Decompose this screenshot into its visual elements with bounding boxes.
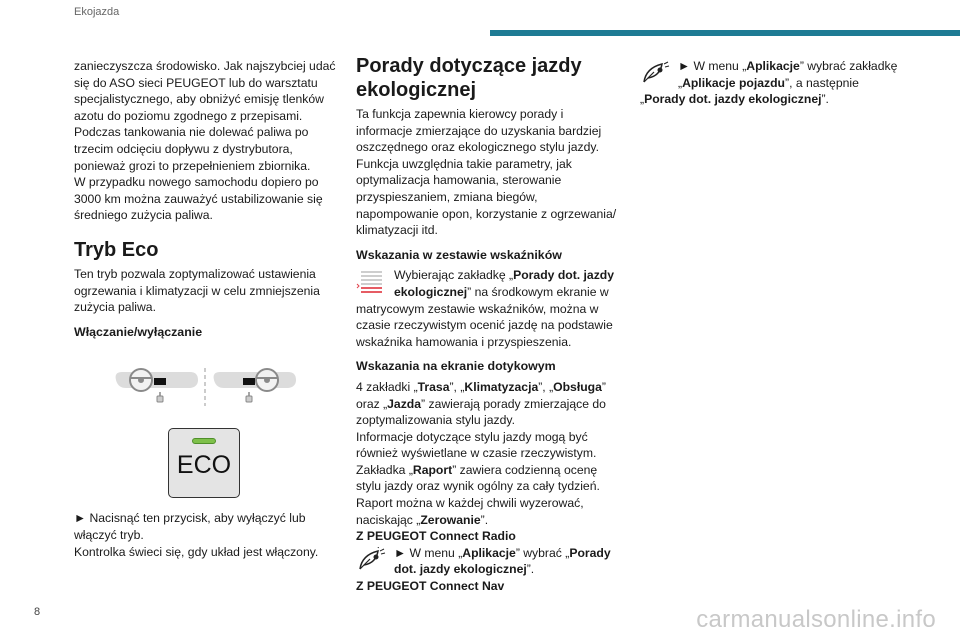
bold-span: Obsługa <box>553 379 602 394</box>
text-line: ogrzewania i klimatyzacji w celu zmniejszenia <box>74 283 320 298</box>
text-line: zanieczyszcza środowisko. Jak najszybciej udać <box>74 59 336 73</box>
touchscreen-paragraph <box>356 379 618 528</box>
text-span: ”. <box>526 562 535 577</box>
heading-line: Porady dotyczące jazdy <box>356 55 582 77</box>
column-3 <box>640 58 910 108</box>
text-line: oszczędnego oraz ekologicznego stylu jazdy. <box>356 140 599 155</box>
text-line: Informacje dotyczące stylu jazdy mogą być <box>356 429 588 444</box>
instrument-panel-heading: Wskazania w zestawie wskaźników <box>356 247 562 262</box>
eco-button-label: ECO <box>176 451 232 480</box>
text-span: „ <box>678 75 683 90</box>
text-span: Zakładka „ <box>356 462 413 477</box>
text-line: włączyć tryb. <box>74 527 144 542</box>
cluster-menu-icon <box>356 269 386 302</box>
text-line: zoptymalizowania stylu jazdy. <box>356 413 515 428</box>
text-line: napompowanie opon, korzystanie z ogrzewania/ <box>356 206 617 221</box>
eco-driving-description <box>356 106 618 239</box>
bold-span: Porady dot. jazdy <box>513 268 615 283</box>
radio-instruction <box>356 545 618 578</box>
text-line: średniego zużycia paliwa. <box>74 208 213 223</box>
bold-span: Aplikacje pojazdu <box>682 75 786 90</box>
bold-span: Aplikacje <box>746 59 800 73</box>
text-line: zużycia paliwa. <box>74 300 156 315</box>
column-2 <box>356 54 618 595</box>
eco-mode-heading: Tryb Eco <box>74 238 159 261</box>
text-line: matrycowym zestawie wskaźników, można w <box>356 301 599 316</box>
text-line: wskaźnika hamowania i przyspieszenia. <box>356 334 572 349</box>
text-line: się do ASO sieci PEUGEOT lub do warsztatu <box>74 75 318 90</box>
on-off-heading: Włączanie/wyłączanie <box>74 324 203 339</box>
touchscreen-heading: Wskazania na ekranie dotykowym <box>356 359 556 374</box>
text-span: ”, a następnie <box>785 75 859 90</box>
text-span: ”, „ <box>538 379 554 394</box>
radio-heading: Z PEUGEOT Connect Radio <box>356 529 516 544</box>
text-line: ponieważ grozi to przepełnieniem zbiornika. <box>74 158 311 173</box>
heading-line: ekologicznej <box>356 79 477 101</box>
bold-span: Aplikacje <box>462 545 516 560</box>
eco-driving-heading <box>356 54 618 102</box>
bold-span: Klimatyzacja <box>464 379 539 394</box>
text-span: naciskając „ <box>356 512 421 527</box>
text-line: 3000 km można zauważyć ustabilizowanie się <box>74 191 323 206</box>
text-span: oraz „ <box>356 396 388 411</box>
text-line: Funkcja uwzględnia takie parametry, jak <box>356 156 572 171</box>
text-line: optymalizacja hamowania, sterowanie <box>356 173 562 188</box>
text-line: informacje zmierzające do uzyskania bardziej <box>356 123 602 138</box>
page-number: 8 <box>34 606 41 618</box>
text-span: ” zawierają porady zmierzające do <box>421 396 606 411</box>
eco-mode-description <box>74 266 336 316</box>
bold-span: Jazda <box>387 396 422 411</box>
text-span: ► W menu „ <box>678 59 747 73</box>
header-accent-bar <box>490 30 960 36</box>
instrument-panel-note-cont <box>356 301 618 351</box>
eco-indicator-led <box>192 438 216 444</box>
instrument-panel-note <box>356 267 618 300</box>
text-line: klimatyzacji itd. <box>356 223 438 238</box>
text-line: przyspieszaniem, zmiana biegów, <box>356 189 538 204</box>
text-line: Ten tryb pozwala zoptymalizować ustawienia <box>74 266 316 281</box>
watermark: carmanualsonline.info <box>696 606 936 633</box>
bold-span: Porady dot. jazdy ekologicznej <box>644 92 822 107</box>
nav-instruction <box>640 58 910 91</box>
text-span: ” wybrać „ <box>515 545 570 560</box>
eco-leaf-icon <box>640 60 670 91</box>
text-span: ” wybrać zakładkę <box>799 59 898 73</box>
text-line: Podczas tankowania nie dolewać paliwa po <box>74 125 309 140</box>
text-span: Wybierając zakładkę „ <box>394 268 514 283</box>
text-span: ” <box>601 379 606 394</box>
text-line: również wyświetlane w czasie rzeczywistym. <box>356 446 597 461</box>
steering-wheel-icon <box>74 356 336 418</box>
bold-span: Trasa <box>417 379 450 394</box>
eco-instructions <box>74 510 336 560</box>
eco-leaf-icon <box>356 547 386 578</box>
text-line: trzecim odcięciu dopływu z dystrybutora, <box>74 141 293 156</box>
bold-span: Porady <box>569 545 611 560</box>
bold-span: Zerowanie <box>420 512 481 527</box>
text-line: czasie rzeczywistym ocenić jazdę na podstawie <box>356 318 613 333</box>
text-line: W przypadku nowego samochodu dopiero po <box>74 175 319 190</box>
bold-span: ekologicznej <box>394 284 468 299</box>
text-span: ”. <box>821 92 829 107</box>
text-span: ► W menu „ <box>394 545 463 560</box>
text-span: ” zawiera codzienną ocenę <box>452 462 598 477</box>
text-line: stylu jazdy oraz wynik ogólny za cały tydzień. <box>356 479 600 494</box>
steering-controls-illustration <box>74 356 336 418</box>
bold-span: Raport <box>412 462 453 477</box>
text-line: Ta funkcja zapewnia kierowcy porady i <box>356 107 564 121</box>
text-line: Raport można w każdej chwili wyzerować, <box>356 496 584 511</box>
intro-paragraph <box>74 58 336 224</box>
text-span: 4 zakładki „ <box>356 379 418 394</box>
nav-heading: Z PEUGEOT Connect Nav <box>356 579 505 594</box>
text-span: ” na środkowym ekranie w <box>467 284 609 299</box>
text-span: ”, „ <box>449 379 465 394</box>
eco-button[interactable] <box>168 428 240 498</box>
text-span: ”. <box>480 512 489 527</box>
bold-span: dot. jazdy ekologicznej <box>394 562 527 577</box>
text-line: Kontrolka świeci się, gdy układ jest włączony. <box>74 544 319 559</box>
section-title: Ekojazda <box>74 6 120 18</box>
text-span: „ <box>640 92 645 107</box>
text-line: ► Nacisnąć ten przycisk, aby wyłączyć lub <box>74 511 306 526</box>
column-1 <box>74 58 336 560</box>
text-line: azotu do poziomu zgodnego z przepisami. <box>74 108 303 123</box>
text-line: specjalistycznego, aby obniżyć emisję tlenków <box>74 92 324 107</box>
